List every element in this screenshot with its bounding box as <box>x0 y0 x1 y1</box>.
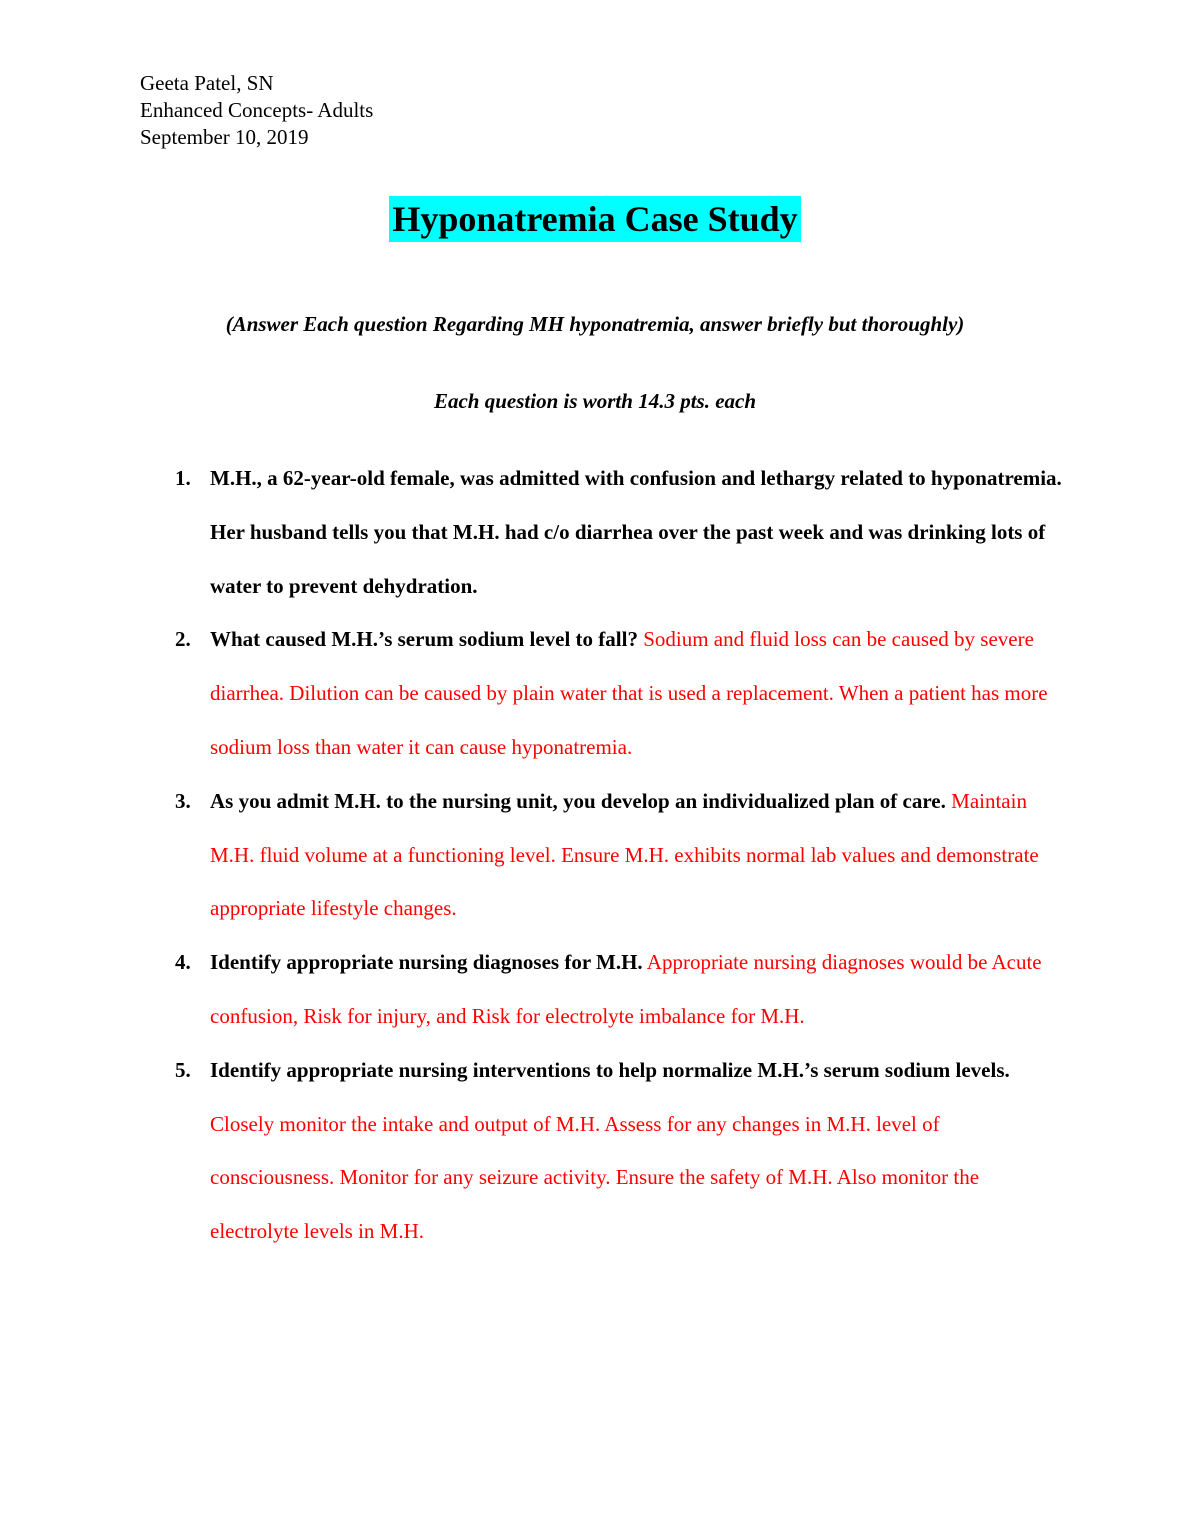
question-text: Identify appropriate nursing interventions to help normalize M.H.’s serum sodium levels. <box>210 1057 1010 1082</box>
question-list <box>175 452 1065 1259</box>
answer-text: Appropriate nursing diagnoses would be Acute confusion, Risk for injury, and Risk for electrolyte imbalance for M.H. <box>210 950 1042 1028</box>
question-text: M.H., a 62-year-old female, was admitted with confusion and lethargy related to hyponatremia. Her husband tells you that M.H. had c/o diarrhea over the past week and was drinking lots of water to prevent dehydration. <box>210 466 1062 598</box>
title-container <box>0 196 1190 242</box>
question-number: 1. <box>175 466 191 490</box>
instruction-line: (Answer Each question Regarding MH hyponatremia, answer briefly but thoroughly) <box>225 312 965 336</box>
document-date: September 10, 2019 <box>140 125 309 149</box>
question-number: 3. <box>175 788 191 813</box>
question-item-5 <box>175 1044 1065 1259</box>
course-name: Enhanced Concepts- Adults <box>140 98 374 122</box>
question-number: 5. <box>175 1057 191 1082</box>
question-number: 4. <box>175 950 191 975</box>
points-note: Each question is worth 14.3 pts. each <box>433 389 757 413</box>
author-name: Geeta Patel, SN <box>140 71 274 95</box>
question-number: 2. <box>175 627 191 652</box>
answer-text: Sodium and fluid loss can be caused by severe diarrhea. Dilution can be caused by plain water that is used a replacement. When a patient has more sodium loss than water it can cause hyponatremia. <box>210 627 1048 759</box>
answer-text: Closely monitor the intake and output of M.H. Assess for any changes in M.H. level of consciousness. Monitor for any seizure activity. Ensure the safety of M.H. Also monitor the electrolyte levels in M.H. <box>210 1111 980 1244</box>
author-header <box>140 70 373 151</box>
answer-text: Maintain M.H. fluid volume at a functioning level. Ensure M.H. exhibits normal lab values and demonstrate appropriate lifestyle changes. <box>210 788 1039 921</box>
question-item-2 <box>175 613 1065 774</box>
question-text: As you admit M.H. to the nursing unit, you develop an individualized plan of care. <box>210 788 946 813</box>
page-title: Hyponatremia Case Study <box>389 196 800 242</box>
question-item-3 <box>175 775 1065 936</box>
question-item-1 <box>175 452 1065 613</box>
question-text: What caused M.H.’s serum sodium level to fall? <box>210 627 638 652</box>
question-item-4 <box>175 936 1065 1044</box>
question-text: Identify appropriate nursing diagnoses for M.H. <box>210 950 643 975</box>
